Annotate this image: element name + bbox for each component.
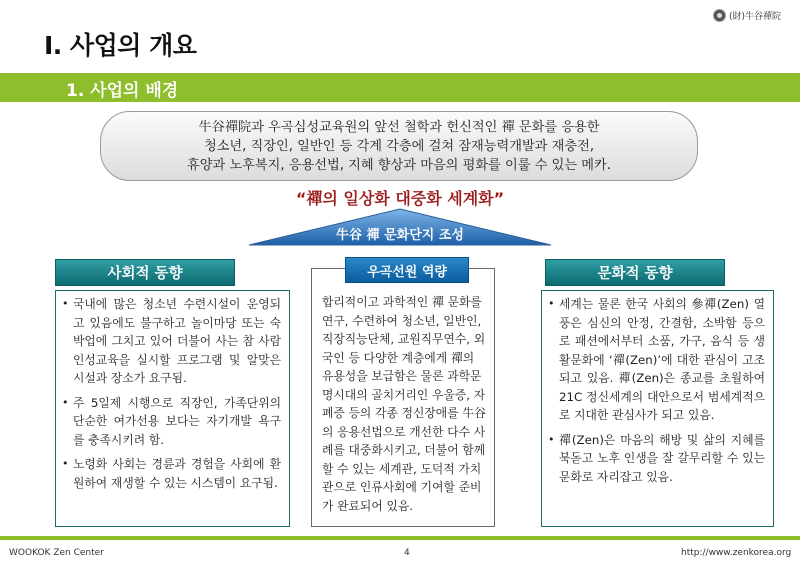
triangle-label: 牛谷 禪 문화단지 조성 — [336, 228, 464, 243]
list-item — [548, 295, 765, 425]
intro-line: 牛谷禪院과 우곡심성교육원의 앞선 철학과 헌신적인 禪 문화를 응용한 — [198, 119, 600, 135]
intro-box — [100, 111, 698, 181]
page-number: 4 — [404, 548, 410, 558]
list-item — [62, 394, 281, 450]
intro-line: 청소년, 직장인, 일반인 등 각계 각층에 걸쳐 잠재능력개발과 재충전, — [203, 138, 595, 154]
social-trend-header: 사회적 동향 — [55, 259, 235, 286]
list-item-text: 국내에 많은 청소년 수련시설이 운영되고 있음에도 불구하고 놀이마당 또는 숙박업에 그치고 있어 더불어 사는 참 사람 인성교육을 실시할 프로그램 및 알맞은 시설과 장소가 요구됨. — [73, 297, 281, 385]
organization-logo — [713, 9, 781, 22]
list-item-text: 주 5일제 시행으로 직장인, 가족단위의 단순한 여가선용 보다는 자기개발 욕구를 충족시키려 함. — [73, 395, 281, 447]
social-trend-box — [55, 290, 290, 527]
list-item — [548, 431, 765, 487]
list-item — [62, 455, 281, 492]
bullet-icon: • — [548, 432, 555, 446]
cultural-trend-header: 문화적 동향 — [545, 259, 725, 286]
intro-line: 휴양과 노후복지, 응용선법, 지혜 향상과 마음의 평화를 이룰 수 있는 메카. — [187, 157, 611, 173]
capability-header: 우곡선원 역량 — [345, 257, 469, 283]
list-item-text: 노령화 사회는 경륜과 경험을 사회에 환원하여 재생할 수 있는 시스템이 요구됨. — [73, 457, 281, 490]
list-item-text: 禪(Zen)은 마음의 해방 및 삶의 지혜를 북돋고 노후 인생을 잘 갈무리할 수 있는 문화로 자리잡고 있음. — [559, 432, 765, 484]
capability-text: 합리적이고 과학적인 禪 문화를 연구, 수련하여 청소년, 일반인, 직장직능단체, 교원직무연수, 외국인 등 다양한 계층에게 禪의 유용성을 보급함은 물론 과학문명시대의 골치거리인 우울증, 자폐증 등의 각종 정신장애를 牛谷의 응용선법으로 개선한 다수 사례를 대중화시키고, 더불어 함께할 수 있는 세계관, 도덕적 가치관으로 인류사회에 기여할 준비가 완료되어 있음. — [322, 295, 486, 513]
cultural-trend-box — [541, 290, 774, 527]
logo-text: (財)牛谷禪院 — [729, 12, 782, 22]
bullet-icon: • — [62, 457, 69, 470]
seal-icon — [713, 9, 726, 22]
list-item — [62, 295, 281, 388]
bullet-icon: • — [62, 395, 69, 409]
slogan: “禪의 일상화 대중화 세계화” — [295, 189, 505, 208]
footer-divider — [0, 536, 800, 540]
capability-box — [311, 268, 495, 527]
footer-org-name: WOOKOK Zen Center — [9, 548, 104, 558]
page-title: I. 사업의 개요 — [44, 31, 197, 60]
bullet-icon: • — [62, 297, 69, 310]
bullet-icon: • — [548, 297, 555, 310]
section-subtitle: 1. 사업의 배경 — [66, 81, 179, 101]
footer-url: http://www.zenkorea.org — [681, 548, 792, 558]
list-item-text: 세계는 물론 한국 사회의 參禪(Zen) 열풍은 심신의 안정, 간결함, 소박함 등으로 패션에서부터 소품, 가구, 음식 등 생활문화에 ‘禪(Zen)’에 대한 관심이 고조되고 있음. 禪(Zen)은 종교를 초월하여 21C 정신세계의 대안으로서 범세계적으로 지대한 관심사가 되고 있음. — [559, 297, 765, 422]
